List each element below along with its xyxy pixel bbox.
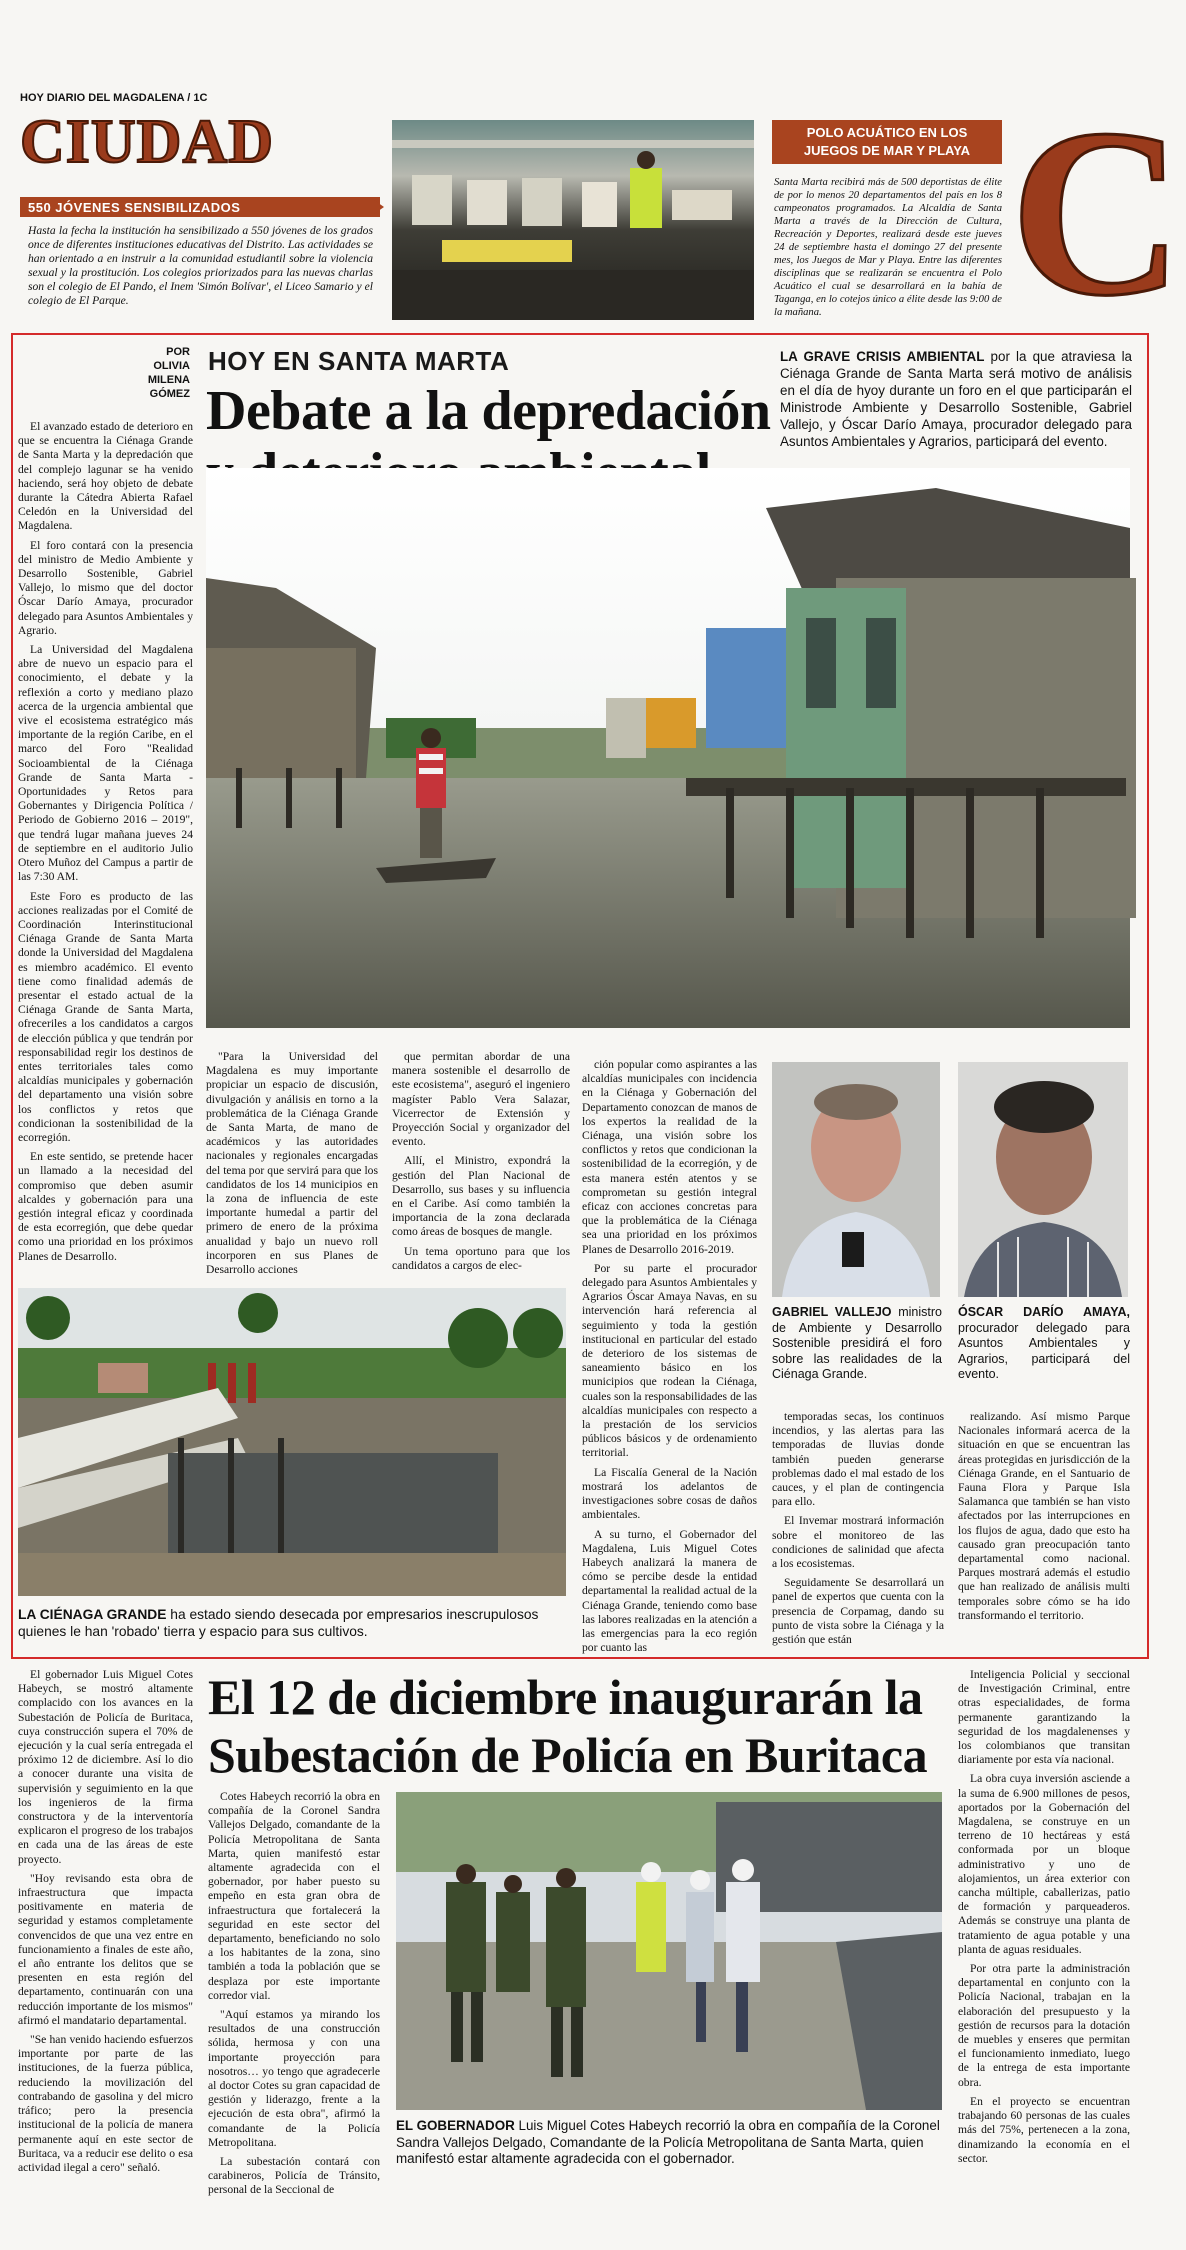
story1-col2 bbox=[206, 1050, 378, 1275]
teaser1-title: 550 JÓVENES SENSIBILIZADOS bbox=[28, 200, 241, 215]
paragraph: Cotes Habeych recorrió la obra en compañía de la Coronel Sandra Vallejos Delgado, comandante de la Policía Metropolitana de Santa Marta, quien manifestó estar altamente agradecida con el gobernador, por haber puesto su empeño en esta gran obra de infraestructura que fortalecerá la seguridad en este sector del departamento, beneficiando no solo a los habitantes de la zona, sino también a toda la población que se desplaza por este importante corredor vial. bbox=[208, 1790, 380, 2002]
paragraph: Un tema oportuno para que los candidatos a cargos de elec- bbox=[392, 1244, 570, 1272]
story1-col6 bbox=[958, 1410, 1130, 1650]
paragraph: El foro contará con la presencia del ministro de Medio Ambiente y Desarrollo Sostenible, Gabriel Vallejo, lo mismo que del doctor Óscar Darío Amaya, procurador delegado para Asuntos Ambientales y Agrario. bbox=[18, 538, 193, 637]
story2-col2 bbox=[208, 1790, 380, 2197]
lead-rest: por la que atraviesa la Ciénaga Grande de Santa Marta será motivo de análisis en el día de hyoy durante un foro en el que participarán el Ministrode Ambiente y Desarrollo Sostenible, Gabriel Vallejo, y Óscar Darío Amaya, procurador delegado para Asuntos Ambientales y Agrarios, participará del evento. bbox=[780, 349, 1132, 449]
paragraph: Seguidamente Se desarrollará un panel de expertos que cuenta con la presencia de Corpamag, dando su punto de vista sobre la Ciénaga y la gestión que están bbox=[772, 1576, 944, 1647]
paragraph: El Invemar mostrará información sobre el monitoreo de las condiciones de salinidad que afecta a los ecosistemas. bbox=[772, 1514, 944, 1571]
story1-kicker: HOY EN SANTA MARTA bbox=[208, 346, 510, 376]
caption-rest: ministro de Ambiente y Desarrollo Sostenible presidirá el foro sobre las realidades de la Ciénaga Grande. bbox=[772, 1305, 943, 1381]
caption-bold: EL GOBERNADOR bbox=[396, 2118, 515, 2133]
teaser2-title-line2: JUEGOS DE MAR Y PLAYA bbox=[803, 143, 971, 158]
amaya-caption bbox=[958, 1305, 1130, 1383]
paragraph: Inteligencia Policial y seccional de Investigación Criminal, entre otras especialidades, de forma permanente garantizando la seguridad de los magdalenenses y los colombianos que transitan diariamente por esta vía nacional. bbox=[958, 1668, 1130, 1767]
headline-line: El 12 de diciembre inaugurarán la bbox=[208, 1669, 923, 1725]
caption-bold: ÓSCAR DARÍO AMAYA, bbox=[958, 1305, 1130, 1319]
teaser1-arrow bbox=[370, 197, 384, 217]
paragraph: temporadas secas, los continuos incendios, y las alertas para las temporadas de lluvias donde también pueden generarse problemas dado el mal estado de los cauces, y el plan de contingencia para ello. bbox=[772, 1410, 944, 1509]
paragraph: "Para la Universidad del Magdalena es muy importante propiciar un espacio de discusión, divulgación y análisis en torno a la problemática de la Ciénaga Grande de Santa Marta, de mano de académicos y las autoridades nacionales y regionales encargadas del tema por que servirá para que los candidatos de los 14 municipios en la zona de influencia de este importante humedal a partir del primero de enero de la próxima anualidad y bajo un nuevo roll incorporen en sus Planes de Desarrollo acciones bbox=[206, 1050, 378, 1277]
story1-col3 bbox=[392, 1050, 570, 1275]
paragraph: que permitan abordar de una manera sostenible el desarrollo de este ecosistema", aseguró el ingeniero magíster Pablo Vera Salazar, Vicerrector de Extensión y Proyección Social y organizador del evento. bbox=[392, 1050, 570, 1149]
section-title: CIUDAD bbox=[20, 108, 274, 176]
paragraph: Este Foro es producto de las acciones realizadas por el Comité de Coordinación Interinstitucional Ciénaga Grande de Santa Marta donde la Universidad del Magdalena es miembro académico. El evento tiene como finalidad además de presentar el estado actual de la Ciénaga Grande de Santa Marta, ofreceriles a los candidatos a cargos de elección pública y que tendrán por responsabilidad regir los destinos de entes territoriales tales como alcaldías municipales y gobernación del departamento una visión sobre los conflictos y retos que condicionan la sostenibilidad de la ecorregión. bbox=[18, 889, 193, 1144]
byline-line: MILENA bbox=[147, 374, 190, 386]
byline bbox=[140, 345, 190, 401]
cienaga-caption bbox=[18, 1606, 566, 1640]
paragraph: Por otra parte la administración departamental en conjunto con la Policía Nacional, trabajan en la elaboración del presupuesto y la gestión de recursos para la dotación de muebles y enseres que permitan el funcionamiento inmediato, luego de la entrega de esta importante obra. bbox=[958, 1962, 1130, 2089]
classroom-photo bbox=[392, 120, 754, 320]
story1-col5 bbox=[772, 1410, 944, 1650]
headline-line: Debate a la depredación bbox=[206, 380, 771, 442]
headline-line: Subestación de Policía en Buritaca bbox=[208, 1727, 928, 1783]
byline-line: GÓMEZ bbox=[149, 388, 190, 400]
paragraph: ción popular como aspirantes a las alcaldías municipales con incidencia en la Ciénaga y Gobernación del Departamento conozcan de manos de los expertos la realidad de la Ciénaga, una visión sobre los conflictos y retos que condicionan la sostenibilidad de la ecorregión, y de esta manera estén atentos y se comprometan su gestión integral eficaz con acciones concretas para que la problemática de la Ciénaga sea una prioridad en los próximos Planes de Desarrollo 2016-2019. bbox=[582, 1058, 757, 1256]
paragraph: "Se han venido haciendo esfuerzos importante por parte de las instituciones, de la fuerza pública, reduciendo la movilización del contrabando de gasolina y del micro tráfico; pero la presencia institucional de la policía de manera permanente aquí en este sector de Buritaca, va a reducir ese delito o esa actividad ilegal a cero" señaló. bbox=[18, 2033, 193, 2174]
teaser1-title-bar bbox=[20, 197, 380, 217]
paragraph: En el proyecto se encuentran trabajando 60 personas de las cuales más del 75%, pertenecen a la zona, dinamizando la economía en el sector. bbox=[958, 2094, 1130, 2165]
byline-line: OLIVIA bbox=[153, 360, 190, 372]
paragraph: En este sentido, se pretende hacer un llamado a la necesidad del compromiso que deben asumir alcaldes y gobernación para una gestión integral eficaz y coordinada de esta ecorregión, que debe quedar como una prioridad en los próximos Planes de Desarrollo. bbox=[18, 1150, 193, 1263]
paragraph: El avanzado estado de deterioro en que se encuentra la Ciénaga Grande de Santa Marta y la depredación que del complejo lagunar se ha venido haciendo, será hoy objeto de debate durante la Cátedra Abierta Rafael Celedón en la Universidad del Magdalena. bbox=[18, 420, 193, 533]
page-folio: HOY DIARIO DEL MAGDALENA / 1C bbox=[20, 92, 208, 104]
teaser1-text: Hasta la fecha la institución ha sensibilizado a 550 jóvenes de los grados once de diferentes instituciones educativas del Distrito. Las actividades se han orientado a en instruir a la comunidad estudiantil sobre la violencia sexual y la prostitución. Los colegios priorizados para las nuevas charlas son el colegio de El Pando, el Inem 'Simón Bolívar', el Liceo Samario y el colegio de El Parque. bbox=[28, 224, 373, 307]
caption-rest: procurador delegado para Asuntos Ambientales y Agrarios, participará del evento. bbox=[958, 1320, 1130, 1381]
paragraph: Por su parte el procurador delegado para Asuntos Ambientales y Agrarios Óscar Amaya Navas, en su intervención hará referencia al seguimiento y toda la gestión institucional en particular del estado de deterioro de los sistemas de saneamiento básico en los municipios que rodean la Ciénaga, cuales son la responsabilidades de las alcaldías municipales con respecto a la prestación de los servicios públicos básicos y de ordenamiento territorial. bbox=[582, 1261, 757, 1460]
section-letter: C bbox=[1010, 79, 1184, 345]
caption-rest: Luis Miguel Cotes Habeych recorrió la obra en compañía de la Coronel Sandra Vallejos Delgado, Comandante de la Policía Metropolitana de Santa Marta, quien manifestó estar altamente agradecida con el gobernador. bbox=[396, 2118, 940, 2166]
paragraph: El gobernador Luis Miguel Cotes Habeych, se mostró altamente complacido con los avances en la Subestación de Policía de Buritaca, cuya construcción supera el 70% de ejecución y la cual sería entregada el próximo 12 de diciembre. Así lo dio a conocer durante una visita de supervisión y seguimiento en la que los ingenieros de la firma constructora y de la interventoría explicaron el progreso de los trabajos en cada una de las áreas de este proyecto. bbox=[18, 1668, 193, 1866]
caption-bold: GABRIEL VALLEJO bbox=[772, 1305, 892, 1319]
lead-bold: LA GRAVE CRISIS AMBIENTAL bbox=[780, 349, 985, 364]
buritaca-visit-photo bbox=[396, 1792, 942, 2110]
story2-headline bbox=[208, 1668, 927, 1784]
byline-line: POR bbox=[166, 346, 190, 358]
cienaga-stilt-houses-photo bbox=[206, 468, 1130, 1028]
story1-col4 bbox=[582, 1058, 757, 1655]
teaser2-title-line1: POLO ACUÁTICO EN LOS bbox=[806, 125, 968, 140]
paragraph: La obra cuya inversión asciende a la suma de 6.900 millones de pesos, aportados por la Gobernación del Magdalena, se construye en un terreno de 10 hectáreas y está conformada por un bloque administrativo y uno de alojamientos, un área exterior con cancha múltiple, caballerizas, patio de formación y parqueaderos. Además se construye una planta de tratamiento de agua potable y una planta de aguas residuales. bbox=[958, 1772, 1130, 1956]
vallejo-portrait bbox=[772, 1062, 940, 1297]
vallejo-caption bbox=[772, 1305, 942, 1383]
story2-col3 bbox=[958, 1668, 1130, 2228]
paragraph: A su turno, el Gobernador del Magdalena, Luis Miguel Cotes Habeych analizará la manera de cómo se percibe desde la entidad departamental la realidad actual de la Ciénaga Grande, teniendo como base las labores realizadas en la atención a las emergencias para la eco región por cuanto las bbox=[582, 1527, 757, 1655]
story1-col1 bbox=[18, 420, 193, 1263]
cienaga-pipes-photo bbox=[18, 1288, 566, 1596]
paragraph: La Universidad del Magdalena abre de nuevo un espacio para el conocimiento, el debate y la reflexión a corto y mediano plazo acerca de la urgencia ambiental que vive el ecosistema estratégico más importante de la región Caribe, en el marco del Foro "Realidad Socioambiental de la Ciénaga Grande de Santa Marta - Oportunidades y Retos para Gobernantes y Dirigencia Política / Periodo de Gobierno 2016 – 2019", que tendrá lugar mañana jueves 24 de septiembre en el auditorio Julio Otero Muñoz del Campus a partir de las 7:30 AM. bbox=[18, 643, 193, 884]
amaya-portrait bbox=[958, 1062, 1128, 1297]
teaser2-title-box bbox=[772, 120, 1002, 164]
paragraph: Allí, el Ministro, expondrá la gestión del Plan Nacional de Desarrollo, sus bases y su influencia en el Caribe. Así como también la importancia de la zona declarada como áreas de bosques de mangle. bbox=[392, 1154, 570, 1239]
governor-caption bbox=[396, 2118, 942, 2168]
caption-rest: ha estado siendo desecada por empresarios inescrupulosos quienes le han 'robado' tierra y espacio para sus cultivos. bbox=[18, 1607, 539, 1639]
paragraph: La subestación contará con carabineros, Policía de Tránsito, personal de la Seccional de bbox=[208, 2155, 380, 2197]
teaser2-text: Santa Marta recibirá más de 500 deportistas de élite de por lo menos 20 departamentos del país en los 8 campeonatos programados. La Alcaldía de Santa Marta a través de la Dirección de Cultura, Recreación y Deportes, realizará desde este jueves 24 de septiembre hasta el domingo 27 del presente mes, los Juegos de Mar y Playa. Entre las diferentes disciplinas que se realizarán se encuentra el Polo Acuático el cual se desarrollará en la bahía de Taganga, en lo cotejos único a élite desde las 9:00 de la mañana. bbox=[774, 177, 1002, 318]
paragraph: "Hoy revisando esta obra de infraestructura que impacta positivamente en materia de seguridad y estamos completamente convencidos de que una vez entre en funcionamiento a finales de este año, el año entrante los delitos que se presenten en esta región del departamento, continuarán con una reducción importante de los mismos" afirmó el mandatario departamental. bbox=[18, 1871, 193, 2027]
paragraph: realizando. Así mismo Parque Nacionales informará acerca de la situación en que se encuentran las áreas protegidas en jurisdicción de la Ciénaga Grande, en el Santuario de Fauna Flora y Parque Isla Salamanca que también se han visto afectados por las interrupciones en los flujos de agua, dado que esto ha causado gran preocupación tanto departamental como nacional. Parques mostrará además el estudio que han realizado de análisis multi temporales sobre cómo se ha ido transformando el territorio. bbox=[958, 1410, 1130, 1622]
paragraph: "Aquí estamos ya mirando los resultados de una construcción sólida, hermosa y con una importante proyección para nosotros… yo tengo que agradecerle al doctor Cotes su gran capacidad de gestión y liderazgo, frente a la ejecución de esta obra", afirmó la comandante de la Policía Metropolitana. bbox=[208, 2008, 380, 2149]
caption-bold: LA CIÉNAGA GRANDE bbox=[18, 1607, 167, 1622]
story2-col1 bbox=[18, 1668, 193, 2228]
story1-lead bbox=[780, 348, 1132, 450]
paragraph: La Fiscalía General de la Nación mostrará los adelantos de investigaciones sobre cosas de daños ambientales. bbox=[582, 1465, 757, 1522]
